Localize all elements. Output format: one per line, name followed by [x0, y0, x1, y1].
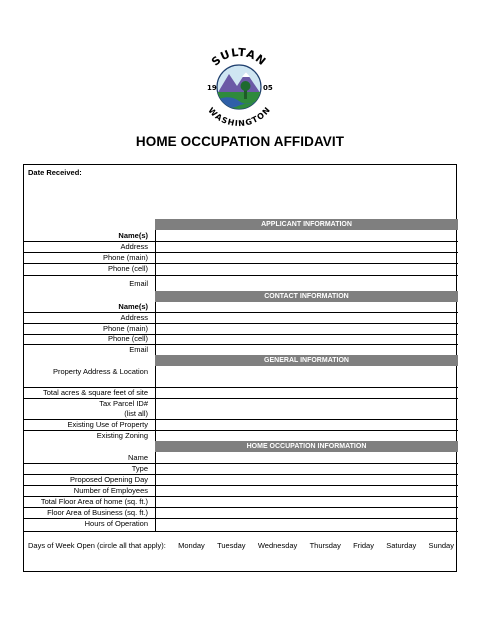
affidavit-form	[23, 164, 457, 572]
contact-name-label: Name(s)	[118, 302, 148, 311]
seal-year-left: 19	[207, 84, 217, 92]
day-sunday[interactable]: Sunday	[428, 541, 454, 550]
applicant-phone-main-label: Phone (main)	[102, 253, 148, 262]
seal-top-text: SULTAN	[209, 45, 269, 69]
page-title: HOME OCCUPATION AFFIDAVIT	[135, 134, 345, 149]
section-header-contact: CONTACT INFORMATION	[155, 291, 458, 302]
home-occupation-business-area-label: Floor Area of Business (sq. ft.)	[47, 508, 148, 517]
day-saturday[interactable]: Saturday	[386, 541, 417, 550]
contact-address-label: Address	[120, 313, 148, 322]
days-open-line	[28, 541, 454, 550]
section-header-general: GENERAL INFORMATION	[155, 355, 458, 366]
date-received-label: Date Received:	[28, 168, 82, 177]
home-occupation-employees-label: Number of Employees	[73, 486, 148, 495]
contact-phone-main-label: Phone (main)	[102, 324, 148, 333]
seal-year-right: 05	[263, 84, 273, 92]
general-tax-parcel-note: (list all)	[124, 409, 148, 418]
applicant-address-label: Address	[120, 242, 148, 251]
column-divider	[155, 302, 156, 355]
home-occupation-home-area-label: Total Floor Area of home (sq. ft.)	[40, 497, 148, 506]
general-tax-parcel-label: Tax Parcel ID#	[99, 399, 148, 408]
section-header-home-occupation: HOME OCCUPATION INFORMATION	[155, 441, 458, 452]
days-open-label: Days of Week Open (circle all that apply):	[28, 541, 166, 550]
applicant-email-label: Email	[129, 279, 148, 288]
applicant-phone-cell-label: Phone (cell)	[107, 264, 148, 273]
day-wednesday[interactable]: Wednesday	[257, 541, 298, 550]
section-header-applicant: APPLICANT INFORMATION	[155, 219, 458, 230]
day-friday[interactable]: Friday	[353, 541, 374, 550]
general-existing-zoning-label: Existing Zoning	[96, 431, 148, 440]
field-line	[24, 531, 458, 532]
seal-bottom-text: WASHINGTON	[206, 105, 272, 128]
column-divider	[155, 230, 156, 291]
day-thursday[interactable]: Thursday	[309, 541, 341, 550]
field-line	[24, 275, 458, 276]
city-seal-logo	[196, 44, 282, 130]
general-property-address-label: Property Address & Location	[52, 367, 148, 376]
day-monday[interactable]: Monday	[178, 541, 205, 550]
home-occupation-opening-day-label: Proposed Opening Day	[70, 475, 148, 484]
home-occupation-hours-label: Hours of Operation	[84, 519, 148, 528]
home-occupation-name-label: Name	[127, 453, 148, 462]
home-occupation-type-label: Type	[131, 464, 148, 473]
contact-phone-cell-label: Phone (cell)	[107, 334, 148, 343]
contact-email-label: Email	[129, 345, 148, 354]
applicant-name-label: Name(s)	[118, 231, 148, 240]
day-tuesday[interactable]: Tuesday	[217, 541, 246, 550]
general-existing-use-label: Existing Use of Property	[67, 420, 148, 429]
general-total-acres-label: Total acres & square feet of site	[42, 388, 148, 397]
